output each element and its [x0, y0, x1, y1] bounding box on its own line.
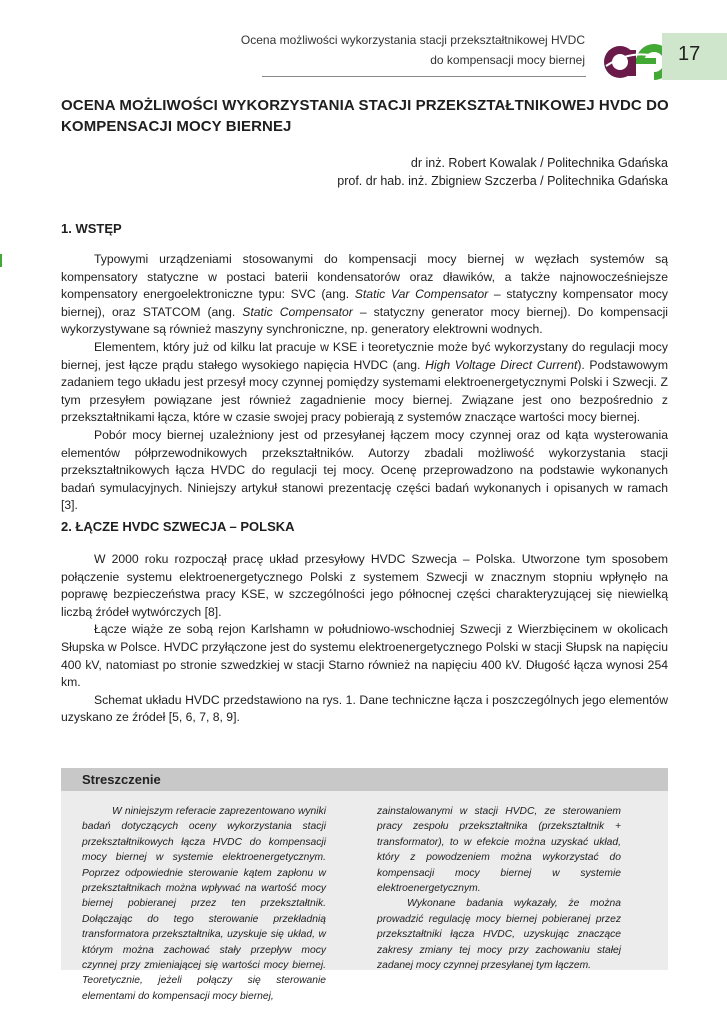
text-run: ). Podstawowym zadaniem tego układu jest przesył mocy czynnej pomiędzy systemami elektroenergetycznymi Polski i Szwecji. Z tym przesyłem powiązane jest również zagadnienie mocy biernej. Związane jest ono bezpośrednio z przekształtnikami łącza, które w czasie swojej pracy pobierają z systemów znaczące wartości mocy biernej.: [61, 357, 668, 425]
abstract-column-left: [82, 804, 326, 1004]
paragraph: [61, 339, 668, 427]
section-hvdc-link-body: [61, 551, 668, 727]
margin-marker: [0, 254, 2, 267]
author-1: dr inż. Robert Kowalak / Politechnika Gdańska: [410, 156, 668, 170]
running-header-line-2: do kompensacji mocy biernej: [430, 53, 585, 67]
text-run: – statyczny generator mocy biernej). Do kompensacji wykorzystywane są również maszyny synchroniczne, np. generatory elektrowni wodnych.: [61, 304, 668, 337]
abstract-paragraph: zainstalowanymi w stacji HVDC, ze sterowaniem pracy zespołu przekształtnika (przekształtnik + transformator), to w efekcie można uzyskać układ, który z powodzeniem można wykorzystać do kompensacji mocy biernej w systemie elektroenergetycznym.: [377, 806, 621, 895]
section-heading-introduction: 1. WSTĘP: [61, 221, 122, 236]
italic-term: Static Var Compensator: [354, 287, 489, 302]
abstract-header-bar: [61, 768, 668, 791]
author-2: prof. dr hab. inż. Zbigniew Szczerba / Politechnika Gdańska: [337, 174, 668, 188]
abstract-box: [61, 768, 668, 1002]
paper-title: OCENA MOŻLIWOŚCI WYKORZYSTANIA STACJI PRZEKSZTAŁTNIKOWEJ HVDC DO KOMPENSACJI MOCY BIERNEJ: [61, 97, 669, 135]
paragraph: [61, 251, 668, 339]
paragraph: Schemat układu HVDC przedstawiono na rys. 1. Dane techniczne łącza i poszczególnych jego elementów uzyskano ze źródeł [5, 6, 7, 8, 9].: [61, 692, 668, 725]
running-header-line-1: Ocena możliwości wykorzystania stacji przekształtnikowej HVDC: [240, 33, 585, 47]
italic-term: Static Compensator: [242, 304, 353, 319]
abstract-paragraph: W niniejszym referacie zaprezentowano wyniki badań dotyczących oceny wykorzystania stacji przekształtnikowych łącza HVDC do kompensacji mocy biernej w systemie elektroenergetycznym. Poprzez odpowiednie sterowanie kątem zapłonu w przekształtnikach można wpływać na wartość mocy biernej pobieranej przez ten przekształtnik. Dołączając do tego sterowanie przekładnią transformatora przekształtnika, uzyskuje się układ, w którym można zachować stały przepływ mocy czynnej przy zmieniającej się wartości mocy biernej. Teoretycznie, jeżeli połączy się sterowanie elementami do kompensacji mocy biernej,: [82, 806, 326, 1002]
author-list: [337, 154, 668, 190]
abstract-paragraph: Wykonane badania wykazały, że można prowadzić regulację mocy biernej pobieranej przez przekształtniki łącza HVDC, uzyskując znaczące zakresy zmiany tej mocy przy zachowaniu stałej zadanej mocy czynnej przesyłanej tym łączem.: [377, 898, 621, 972]
paragraph: [61, 427, 668, 515]
abstract-heading: Streszczenie: [82, 772, 161, 787]
header-rule: [262, 76, 586, 77]
paragraph: Łącze wiąże ze sobą rejon Karlshamn w południowo-wschodniej Szwecji z Wierzbięcinem w okolicach Słupska w Polsce. HVDC przyłączone jest do systemu elektroenergetycznego Polski w stacji Słupsk na napięciu 400 kV, natomiast po stronie szwedzkiej w stacji Starno również na napięciu 400 kV. Długość łącza wynosi 254 km.: [61, 622, 668, 690]
section-introduction-body: [61, 251, 668, 515]
text-run: Elementem, który już od kilku lat pracuje w KSE i teoretycznie może być wykorzystany do regulacji mocy biernej, jest łącze prądu stałego wysokiego napięcia HVDC (ang.: [61, 339, 668, 372]
text-run: Typowymi urządzeniami stosowanymi do kompensacji mocy biernej w węzłach systemów są kompensatory statyczne w postaci baterii kondensatorów oraz dławików, a także najnowocześniejsze kompensatory energoelektroniczne typu: SVC (ang.: [61, 252, 668, 302]
text-run: – statyczny kompensator mocy biernej), oraz STATCOM (ang.: [61, 287, 668, 319]
page-number: 17: [678, 43, 701, 65]
abstract-column-right: [377, 804, 621, 973]
section-heading-hvdc-link: 2. ŁĄCZE HVDC SZWECJA – POLSKA: [61, 519, 295, 534]
ae-logo-icon: [598, 38, 662, 80]
italic-term: High Voltage Direct Current: [425, 357, 578, 372]
paragraph: W 2000 roku rozpoczął pracę układ przesyłowy HVDC Szwecja – Polska. Utworzone tym sposobem połączenie systemu elektroenergetycznego Polski z systemem Szwecji w znacznym stopniu wpłynęło na poprawę bezpieczeństwa pracy KSE, w szczególności jego północnej części charakteryzującej się niewielką liczbą źródeł wytwórczych [8].: [61, 552, 668, 619]
text-run: Pobór mocy biernej uzależniony jest od przesyłanej łączem mocy czynnej oraz od kąta wysterowania elementów półprzewodnikowych przekształtników. Autorzy zbadali możliwość wykorzystania stacji przekształtnikowych łącza HVDC do regulacji tej mocy. Ocenę przeprowadzono na podstawie wykonanych badań symulacyjnych. Niniejszy artykuł stanowi prezentację części badań wykonanych i opisanych w ramach [3].: [61, 427, 668, 513]
